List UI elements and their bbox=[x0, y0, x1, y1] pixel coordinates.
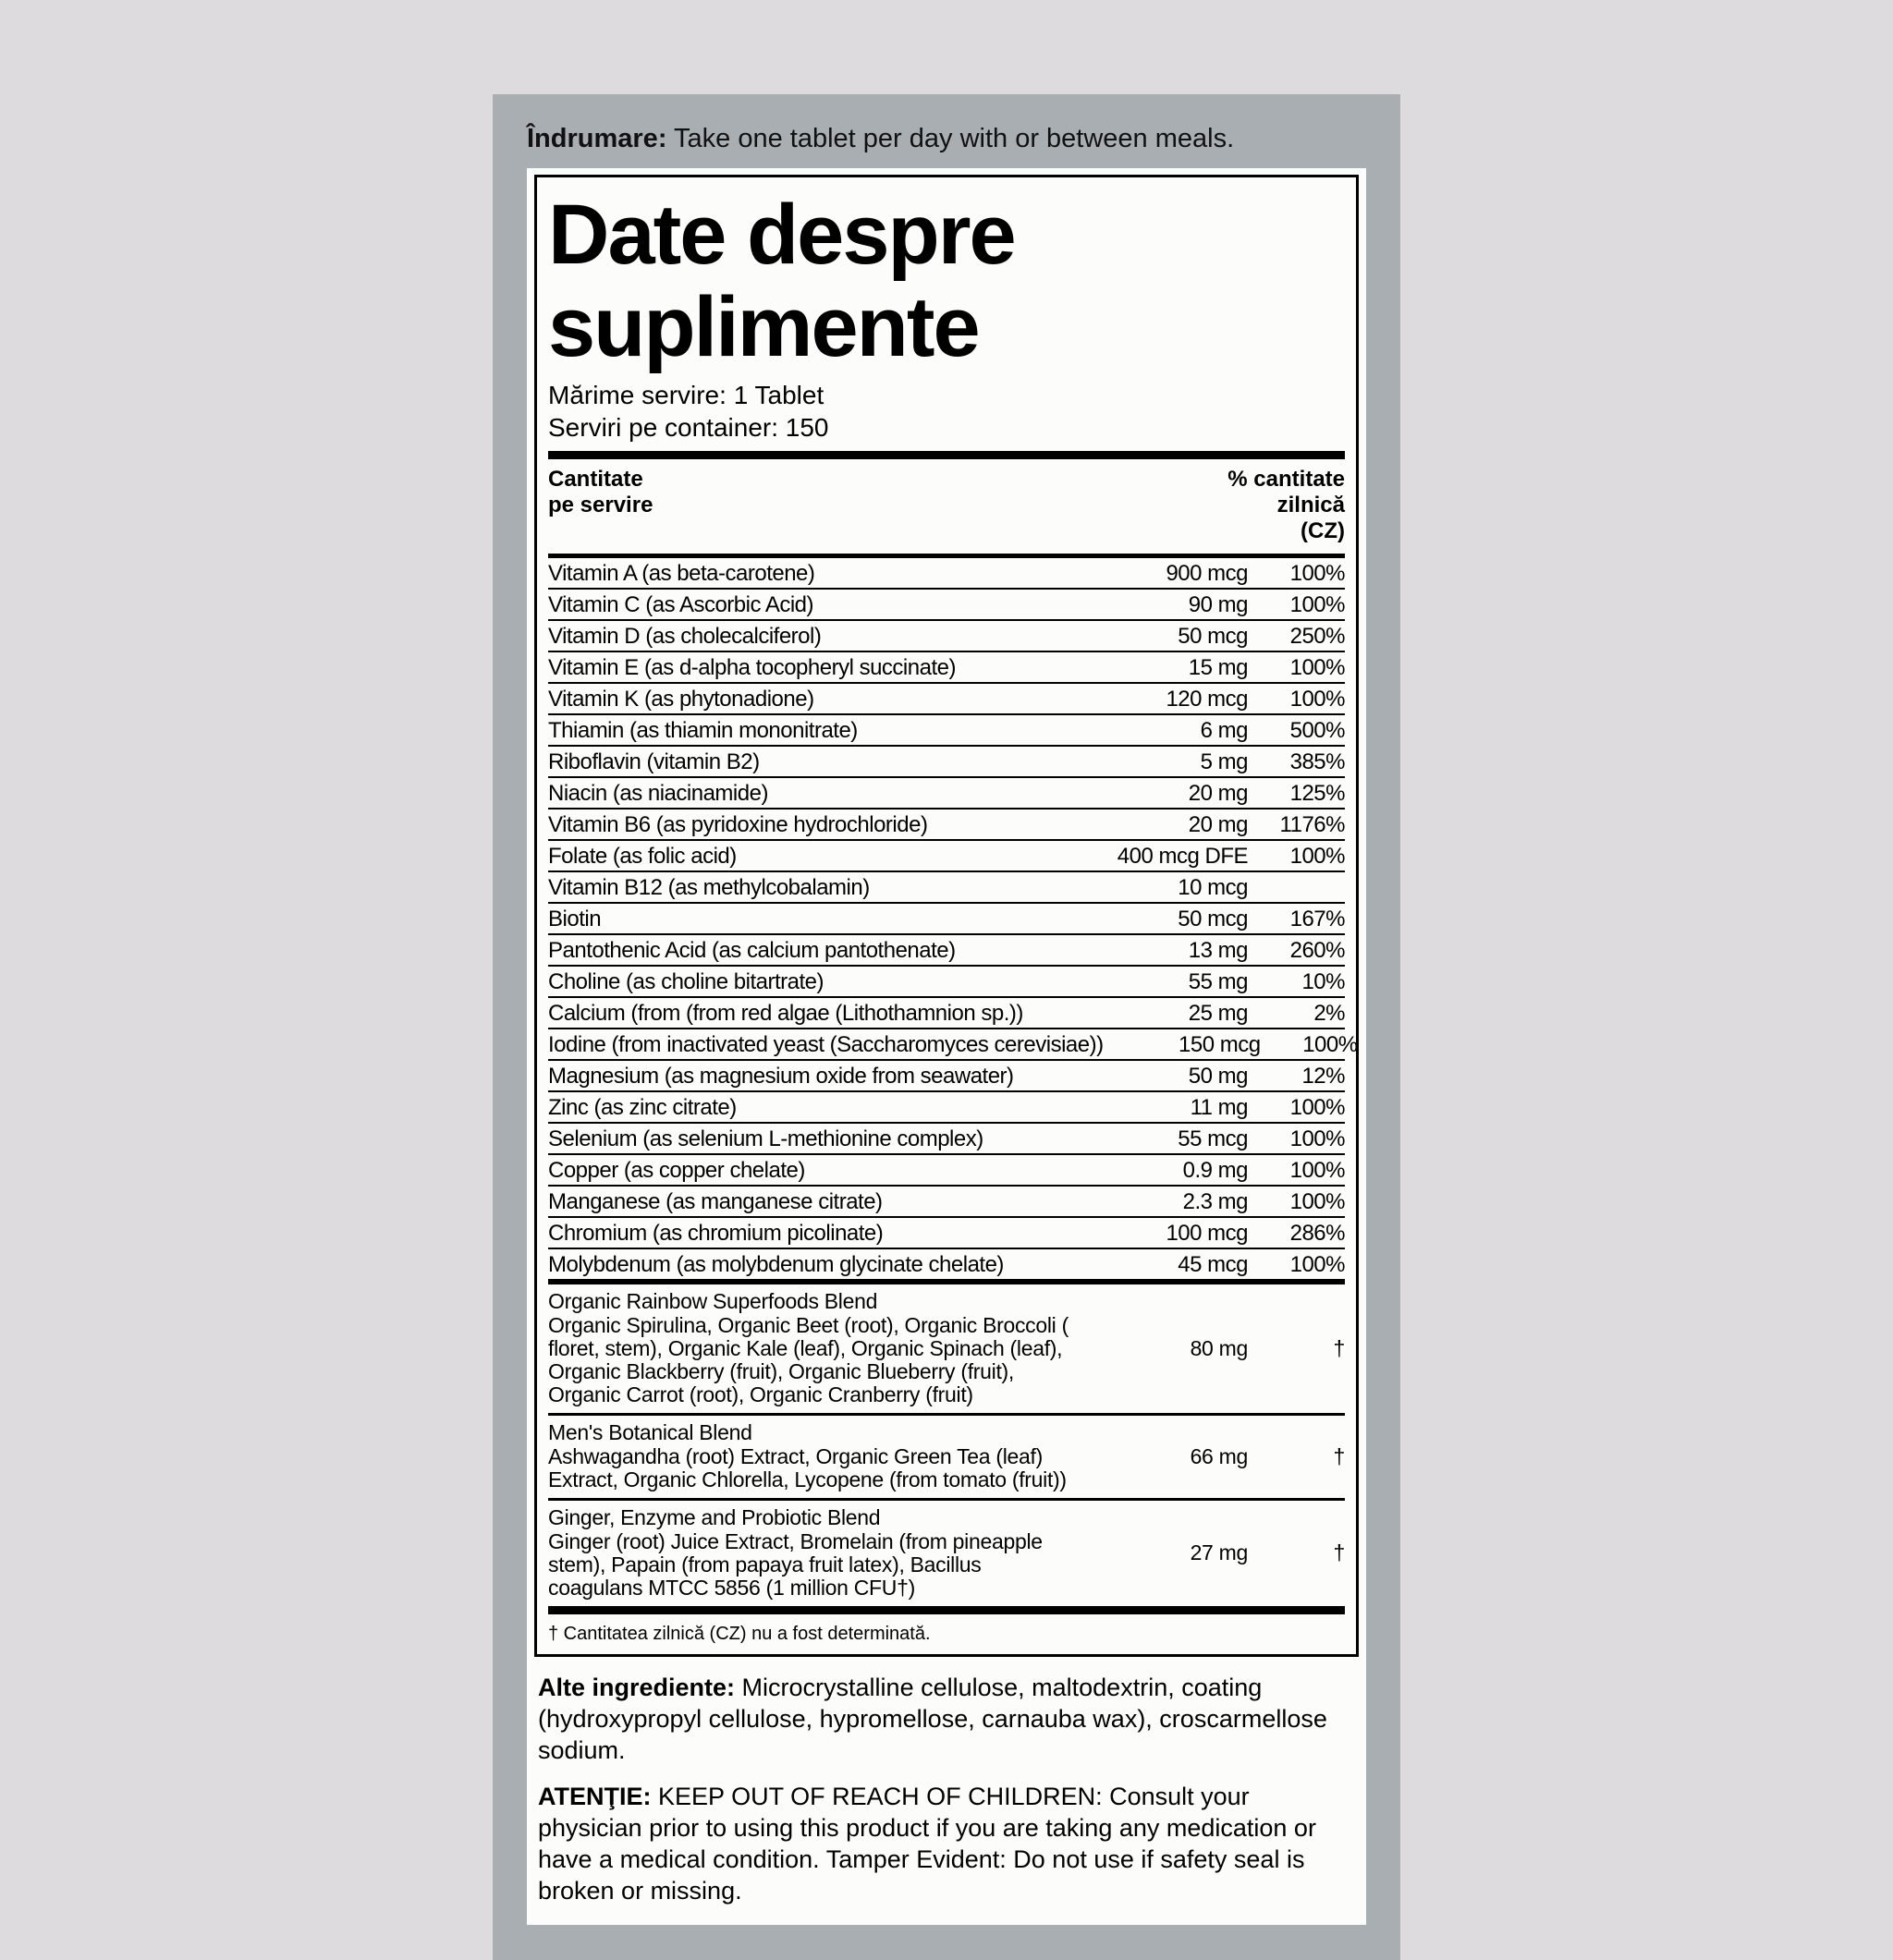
directions-body: Take one tablet per day with or between meals. bbox=[674, 124, 1235, 153]
nutrient-name: Biotin bbox=[548, 907, 602, 931]
table-row bbox=[548, 998, 1345, 1029]
nutrient-amount: 20 mg bbox=[1188, 781, 1248, 806]
blend-dv: † bbox=[1333, 1540, 1345, 1564]
blend-row bbox=[548, 1501, 1345, 1606]
nutrient-dv: 100% bbox=[1289, 592, 1345, 617]
blend-description bbox=[548, 1290, 1091, 1406]
nutrient-dv: 100% bbox=[1289, 1189, 1345, 1214]
facts-title-line1: Date despre bbox=[548, 188, 1015, 282]
nutrient-dv: 100% bbox=[1289, 655, 1345, 680]
dv-header-line1: % cantitate bbox=[1227, 467, 1345, 492]
facts-title bbox=[548, 189, 1345, 373]
table-row bbox=[548, 1187, 1345, 1218]
blend-ingredients: Organic Spirulina, Organic Beet (root), Organic Broccoli ( floret, stem), Organic Kale (leaf), Organic Spinach (leaf), Organic Blackberry (fruit), Organic Blueberry (fruit), Organic Carrot (root), Organic Cranberry (fruit) bbox=[548, 1313, 1069, 1406]
nutrient-amount: 15 mg bbox=[1188, 655, 1248, 680]
amount-header-line2: pe servire bbox=[548, 493, 653, 517]
blend-amount: 80 mg bbox=[1190, 1335, 1248, 1360]
nutrient-dv: 100% bbox=[1289, 844, 1345, 869]
other-ingredients-label: Alte ingrediente: bbox=[538, 1674, 736, 1701]
nutrient-dv: 2% bbox=[1313, 1001, 1345, 1026]
nutrient-dv: 286% bbox=[1289, 1221, 1345, 1246]
nutrient-name: Vitamin B6 (as pyridoxine hydrochloride) bbox=[548, 812, 928, 837]
nutrient-name: Thiamin (as thiamin mononitrate) bbox=[548, 718, 858, 743]
divider-footnote bbox=[548, 1606, 1345, 1614]
facts-title-line2: suplimente bbox=[548, 280, 979, 374]
table-row bbox=[548, 904, 1345, 935]
dv-header-line3: (CZ) bbox=[1301, 518, 1345, 543]
nutrient-rows bbox=[548, 558, 1358, 1279]
nutrient-amount: 25 mg bbox=[1188, 1001, 1248, 1026]
nutrient-name: Folate (as folic acid) bbox=[548, 844, 737, 869]
table-row bbox=[548, 684, 1345, 715]
nutrient-dv: 100% bbox=[1289, 1095, 1345, 1120]
nutrient-name: Zinc (as zinc citrate) bbox=[548, 1095, 737, 1120]
directions-label: Îndrumare: bbox=[527, 124, 667, 153]
table-row bbox=[548, 1249, 1345, 1279]
nutrient-name: Pantothenic Acid (as calcium pantothenate) bbox=[548, 938, 956, 963]
table-row bbox=[548, 935, 1345, 967]
table-row bbox=[548, 715, 1345, 747]
nutrient-name: Niacin (as niacinamide) bbox=[548, 781, 768, 806]
nutrient-name: Choline (as choline bitartrate) bbox=[548, 969, 824, 994]
blend-name: Organic Rainbow Superfoods Blend bbox=[548, 1289, 878, 1313]
warning bbox=[538, 1781, 1355, 1906]
nutrient-dv: 1176% bbox=[1279, 812, 1345, 837]
nutrient-dv: 167% bbox=[1289, 907, 1345, 931]
nutrient-amount: 5 mg bbox=[1200, 749, 1248, 774]
nutrient-amount: 900 mcg bbox=[1166, 561, 1248, 586]
table-row bbox=[548, 652, 1345, 684]
nutrient-dv: 100% bbox=[1289, 687, 1345, 712]
table-row bbox=[548, 747, 1345, 778]
nutrient-dv: 500% bbox=[1289, 718, 1345, 743]
amount-column-header bbox=[548, 467, 653, 518]
nutrient-amount: 6 mg bbox=[1200, 718, 1248, 743]
nutrient-amount: 400 mcg DFE bbox=[1117, 844, 1248, 869]
nutrient-name: Chromium (as chromium picolinate) bbox=[548, 1221, 884, 1246]
table-row bbox=[548, 1155, 1345, 1187]
serving-info bbox=[548, 379, 1345, 444]
table-row bbox=[548, 841, 1345, 872]
nutrient-dv: 125% bbox=[1289, 781, 1345, 806]
blend-ingredients: Ginger (root) Juice Extract, Bromelain (from pineapple stem), Papain (from papaya fruit latex), Bacillus coagulans MTCC 5856 (1 million CFU†) bbox=[548, 1529, 1043, 1600]
blend-row bbox=[548, 1284, 1345, 1416]
table-row bbox=[548, 778, 1345, 810]
warning-text: KEEP OUT OF REACH OF CHILDREN: Consult your physician prior to using this product if you are taking any medication or have a medical condition. Tamper Evident: Do not use if safety seal is broken or missing. bbox=[538, 1783, 1316, 1905]
other-ingredients-text: Microcrystalline cellulose, maltodextrin, coating (hydroxypropyl cellulose, hypromellose, carnauba wax), croscarmellose sodium. bbox=[538, 1674, 1327, 1764]
nutrient-amount: 11 mg bbox=[1190, 1095, 1248, 1120]
nutrient-amount: 10 mcg bbox=[1178, 875, 1248, 900]
nutrient-amount: 45 mcg bbox=[1178, 1252, 1248, 1277]
warning-label: ATENŢIE: bbox=[538, 1783, 652, 1810]
table-row bbox=[548, 621, 1345, 652]
nutrient-amount: 100 mcg bbox=[1166, 1221, 1248, 1246]
nutrient-amount: 0.9 mg bbox=[1182, 1158, 1248, 1183]
blend-ingredients: Ashwagandha (root) Extract, Organic Green Tea (leaf) Extract, Organic Chlorella, Lycopene (from tomato (fruit)) bbox=[548, 1444, 1067, 1491]
table-row bbox=[548, 590, 1345, 621]
blend-row bbox=[548, 1416, 1345, 1501]
blend-amount: 66 mg bbox=[1190, 1443, 1248, 1468]
table-row bbox=[548, 1029, 1358, 1061]
nutrient-amount: 120 mcg bbox=[1166, 687, 1248, 712]
nutrient-dv: 385% bbox=[1289, 749, 1345, 774]
table-row bbox=[548, 967, 1345, 998]
nutrient-dv: 260% bbox=[1289, 938, 1345, 963]
blend-amount: 27 mg bbox=[1190, 1540, 1248, 1564]
dv-header-line2: zilnică bbox=[1276, 493, 1345, 517]
nutrient-amount: 90 mg bbox=[1188, 592, 1248, 617]
blend-name: Ginger, Enzyme and Probiotic Blend bbox=[548, 1505, 881, 1529]
table-row bbox=[548, 810, 1345, 841]
blend-dv: † bbox=[1333, 1443, 1345, 1468]
nutrient-amount: 50 mcg bbox=[1178, 907, 1248, 931]
nutrient-name: Calcium (from (from red algae (Lithothamnion sp.)) bbox=[548, 1001, 1023, 1026]
blend-description bbox=[548, 1506, 1091, 1600]
directions-text bbox=[527, 122, 1366, 155]
nutrient-name: Vitamin C (as Ascorbic Acid) bbox=[548, 592, 813, 617]
dv-footnote: † Cantitatea zilnică (CZ) nu a fost determinată. bbox=[548, 1624, 931, 1644]
nutrient-amount: 50 mcg bbox=[1178, 624, 1248, 649]
nutrient-name: Manganese (as manganese citrate) bbox=[548, 1189, 883, 1214]
blend-rows bbox=[548, 1284, 1345, 1606]
nutrient-amount: 13 mg bbox=[1188, 938, 1248, 963]
dv-column-header bbox=[1227, 467, 1345, 544]
blend-dv: † bbox=[1333, 1335, 1345, 1360]
serving-size: Mărime servire: 1 Tablet bbox=[548, 381, 824, 409]
nutrient-dv: 100% bbox=[1302, 1032, 1358, 1057]
nutrient-dv: 100% bbox=[1289, 1158, 1345, 1183]
nutrient-amount: 50 mg bbox=[1188, 1064, 1248, 1089]
nutrient-name: Iodine (from inactivated yeast (Saccharomyces cerevisiae)) bbox=[548, 1032, 1104, 1057]
nutrient-amount: 55 mcg bbox=[1178, 1126, 1248, 1151]
nutrient-name: Molybdenum (as molybdenum glycinate chelate) bbox=[548, 1252, 1004, 1277]
nutrient-amount: 2.3 mg bbox=[1182, 1189, 1248, 1214]
servings-per-container: Serviri pe container: 150 bbox=[548, 413, 829, 442]
nutrient-name: Vitamin E (as d-alpha tocopheryl succinate) bbox=[548, 655, 956, 680]
table-row bbox=[548, 1124, 1345, 1155]
nutrient-dv: 100% bbox=[1289, 561, 1345, 586]
blend-description bbox=[548, 1421, 1091, 1491]
blend-name: Men's Botanical Blend bbox=[548, 1420, 752, 1444]
label-panel bbox=[493, 94, 1400, 1960]
table-row bbox=[548, 1218, 1345, 1249]
nutrient-amount: 55 mg bbox=[1188, 969, 1248, 994]
nutrient-name: Vitamin K (as phytonadione) bbox=[548, 687, 814, 712]
nutrient-amount: 150 mcg bbox=[1179, 1032, 1261, 1057]
nutrient-dv: 100% bbox=[1289, 1126, 1345, 1151]
table-row bbox=[548, 872, 1345, 904]
table-row bbox=[548, 1092, 1345, 1124]
nutrient-name: Riboflavin (vitamin B2) bbox=[548, 749, 760, 774]
nutrient-name: Vitamin D (as cholecalciferol) bbox=[548, 624, 822, 649]
nutrient-dv: 100% bbox=[1289, 1252, 1345, 1277]
amount-header-line1: Cantitate bbox=[548, 467, 643, 492]
nutrient-dv: 12% bbox=[1301, 1064, 1345, 1089]
nutrient-name: Vitamin B12 (as methylcobalamin) bbox=[548, 875, 870, 900]
nutrient-dv: 10% bbox=[1301, 969, 1345, 994]
columns-header bbox=[548, 459, 1345, 554]
table-row bbox=[548, 1061, 1345, 1092]
nutrient-dv: 250% bbox=[1289, 624, 1345, 649]
nutrient-name: Copper (as copper chelate) bbox=[548, 1158, 805, 1183]
other-ingredients bbox=[538, 1672, 1355, 1766]
table-row bbox=[548, 558, 1345, 590]
supplement-label bbox=[527, 168, 1366, 1925]
nutrient-name: Vitamin A (as beta-carotene) bbox=[548, 561, 815, 586]
supplement-facts-box bbox=[534, 175, 1359, 1657]
nutrient-amount: 20 mg bbox=[1188, 812, 1248, 837]
divider-thick-top bbox=[548, 451, 1345, 459]
nutrient-name: Selenium (as selenium L-methionine complex) bbox=[548, 1126, 983, 1151]
nutrient-name: Magnesium (as magnesium oxide from seawater) bbox=[548, 1064, 1014, 1089]
